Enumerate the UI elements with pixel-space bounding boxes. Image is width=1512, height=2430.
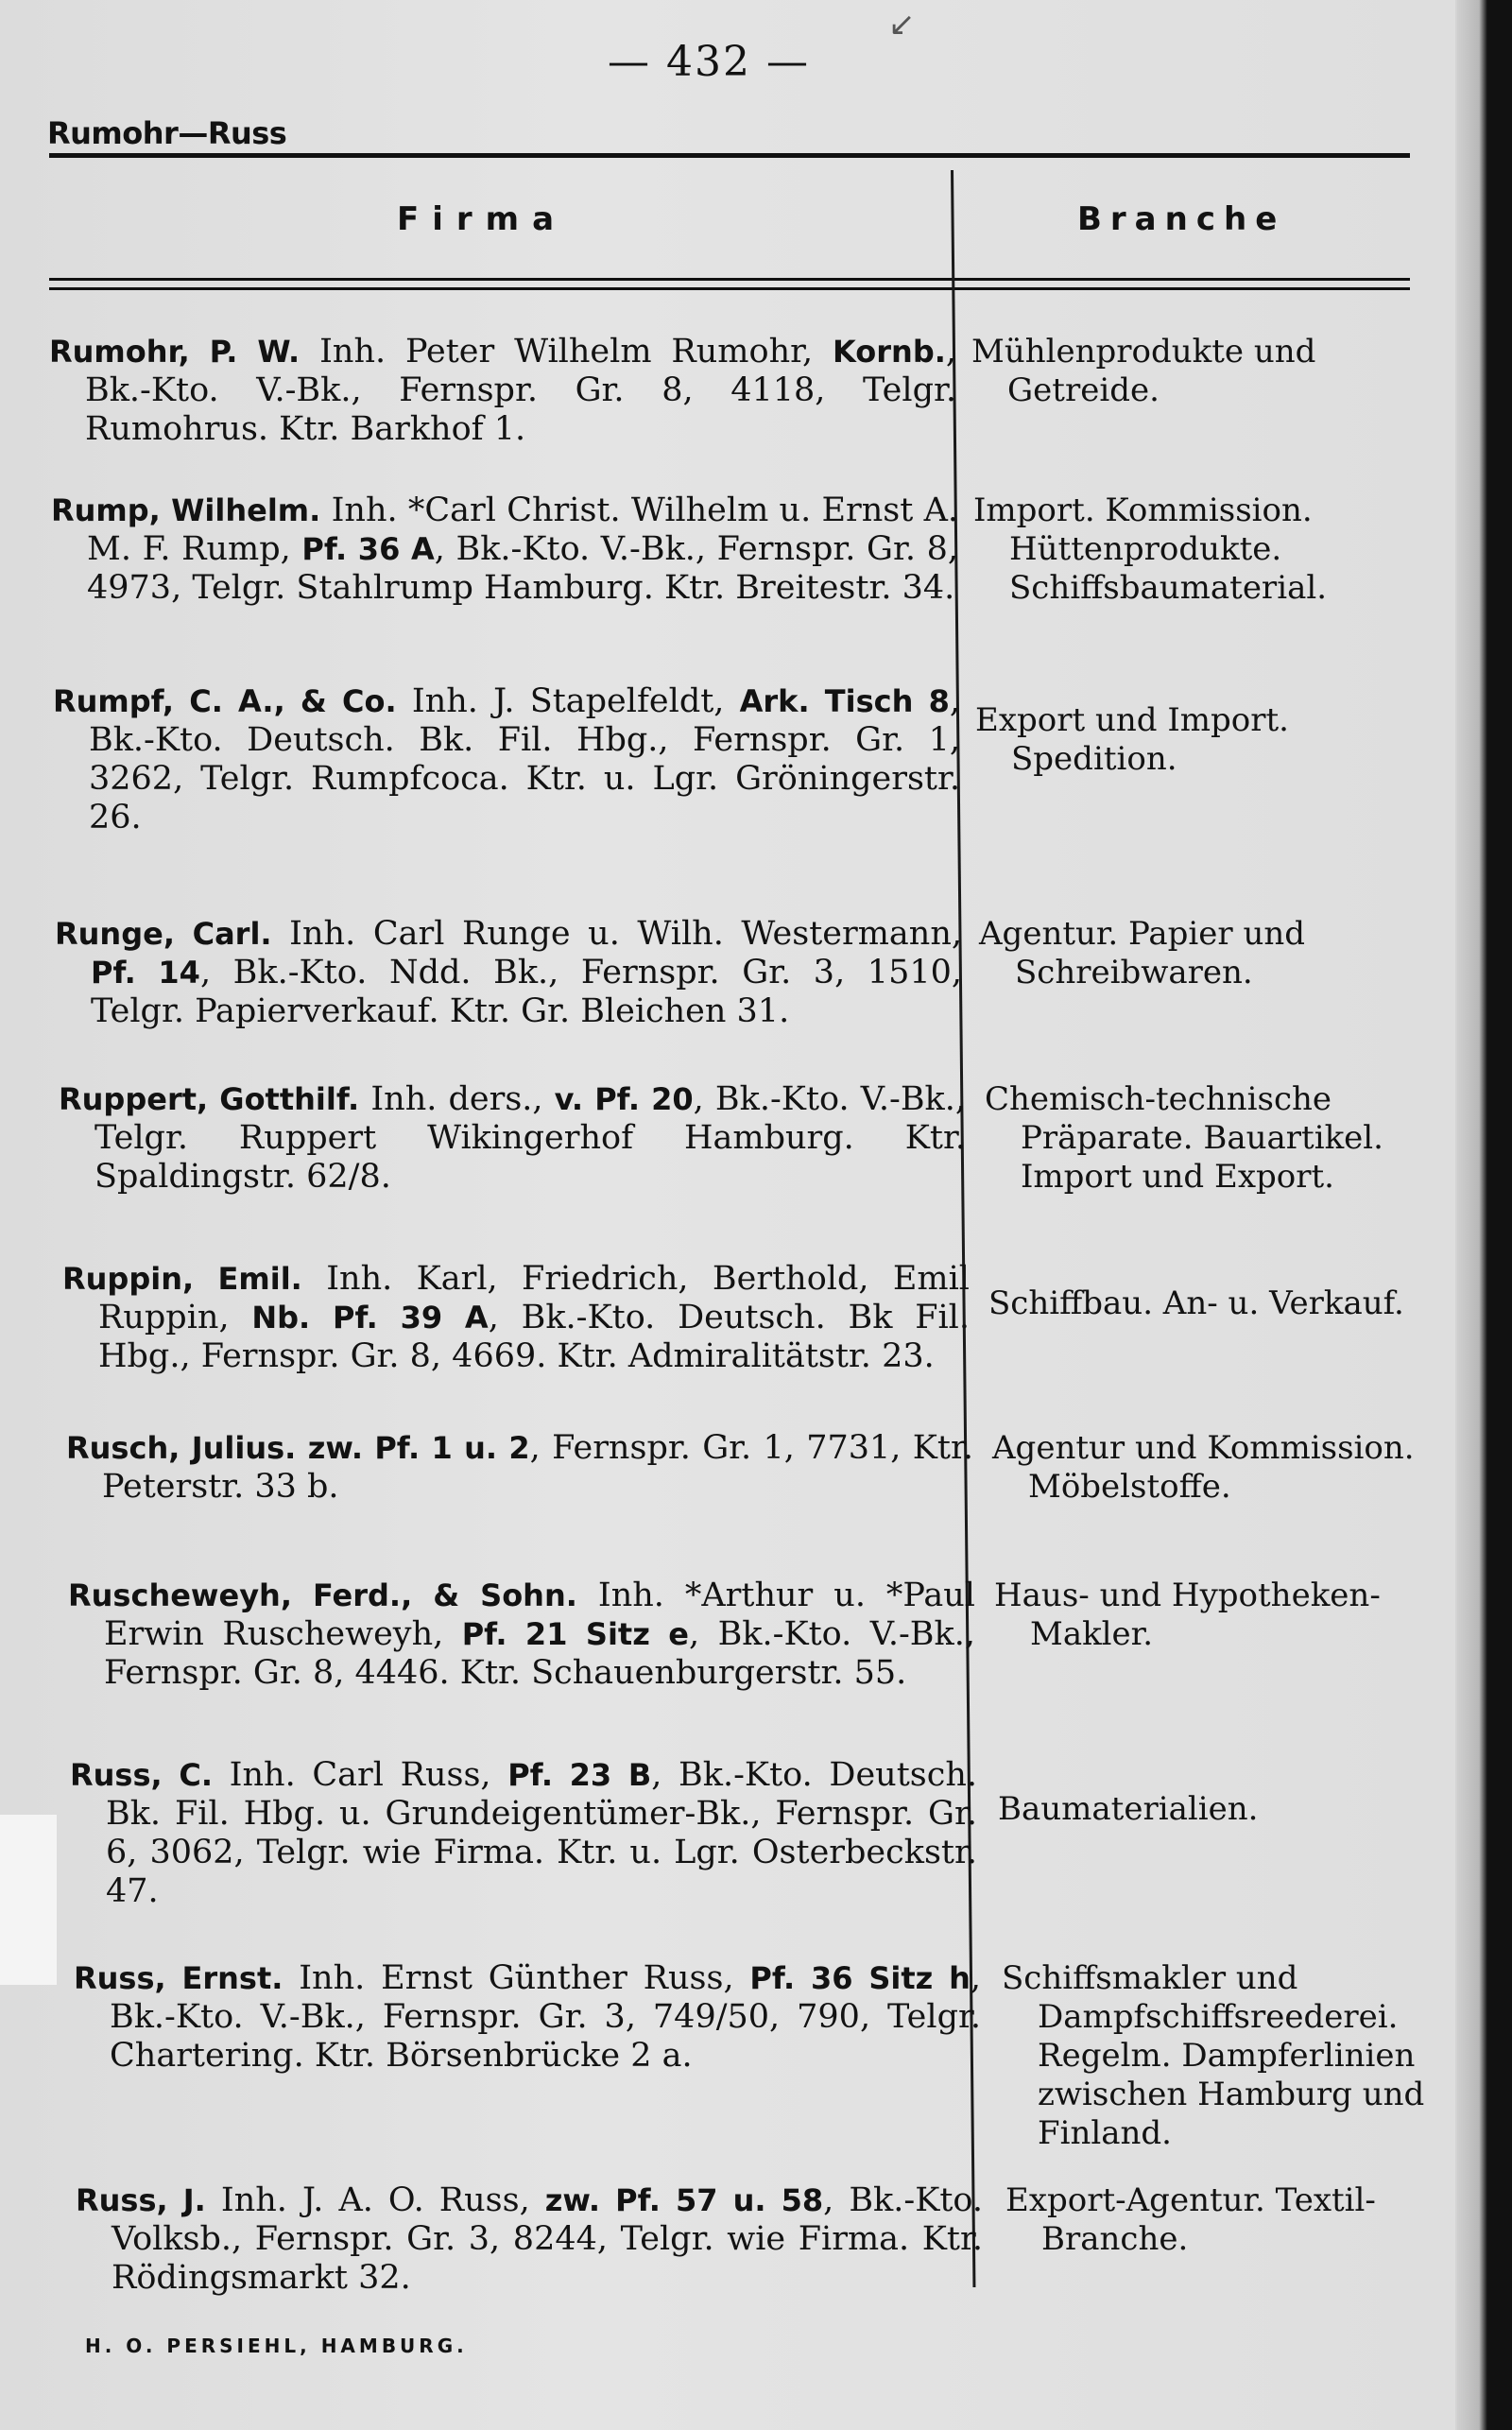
- firm-details: , Bk.-Kto. Volksb., Fernspr. Gr. 3, 8244, Telgr. wie Firma. Ktr. Rödingsmarkt 32.: [112, 2181, 983, 2297]
- entry-branche: Haus- und Hypotheken-Makler.: [994, 1577, 1381, 1653]
- entry-firma: [53, 682, 960, 837]
- entry-branche: Mühlenprodukte und Getreide.: [971, 333, 1316, 409]
- page-edge: [1457, 0, 1512, 2430]
- entry-firma: [62, 1260, 970, 1376]
- entry-branche: Export und Import. Spedition.: [975, 701, 1289, 778]
- running-head: Rumohr—Russ: [47, 115, 287, 151]
- firm-details: Inh. Ernst Günther Russ,: [283, 1959, 750, 1997]
- firm-name: Russ, C.: [70, 1757, 213, 1793]
- firm-name: Ruscheweyh, Ferd., & Sohn.: [68, 1577, 577, 1613]
- postfach-location: zw. Pf. 57 u. 58: [544, 2182, 824, 2218]
- entry-firma: [68, 1577, 975, 1693]
- firm-name: Russ, J.: [76, 2182, 206, 2218]
- entry-firma: [59, 1080, 966, 1197]
- printer-imprint: H. O. PERSIEHL, HAMBURG.: [85, 2335, 468, 2357]
- firm-details: Inh. Karl, Friedrich, Berthold, Emil Ruppin,: [98, 1260, 970, 1336]
- entry-firma: [74, 1959, 981, 2076]
- firm-name: Runge, Carl.: [55, 916, 272, 952]
- firm-details: , Bk.-Kto. V.-Bk., Telgr. Ruppert Wikingerhof Hamburg. Ktr. Spaldingstr. 62/8.: [94, 1080, 967, 1196]
- entry-branche: Agentur und Kommission. Möbelstoffe.: [992, 1429, 1415, 1506]
- firm-details: Inh. Carl Runge u. Wilh. Westermann,: [271, 915, 963, 953]
- firm-name: Rumohr, P. W.: [49, 334, 301, 370]
- entry-branche: Schiffbau. An- u. Verkauf.: [988, 1284, 1404, 1322]
- entry-branche: Import. Kommission. Hüttenprodukte. Schiffsbaumaterial.: [973, 491, 1328, 607]
- postfach-location: Ark. Tisch 8: [739, 683, 950, 719]
- firm-details: , Fernspr. Gr. 1, 7731, Ktr. Peterstr. 33 b.: [102, 1429, 973, 1506]
- pen-mark: ↙: [888, 6, 916, 43]
- firm-details: Inh. Peter Wilhelm Rumohr,: [300, 333, 833, 371]
- entry-branche: Schiffsmakler und Dampfschiffsreederei. Regelm. Dampferlinien zwischen Hamburg und Finland.: [1002, 1959, 1425, 2152]
- entry-firma: [76, 2181, 983, 2298]
- firm-details: , Bk.-Kto. Deutsch. Bk. Fil. Hbg. u. Grundeigentümer-Bk., Fernspr. Gr. 6, 3062, Telgr. wie Firma. Ktr. u. Lgr. Osterbeckstr. 47.: [106, 1756, 978, 1910]
- column-header-rule-2: [49, 287, 1410, 290]
- firm-name: Ruppin, Emil.: [62, 1261, 302, 1297]
- postfach-location: Pf. 21 Sitz e: [461, 1616, 690, 1652]
- firm-details: Inh. *Arthur u. *Paul Erwin Ruscheweyh,: [104, 1577, 976, 1653]
- column-header-firma: Firma: [397, 200, 568, 238]
- postfach-location: Pf. 36 A: [301, 531, 435, 567]
- postfach-location: Pf. 23 B: [507, 1757, 652, 1793]
- scan-tab: [0, 1815, 57, 1985]
- entry-firma: [51, 491, 958, 608]
- entry-firma: [49, 333, 956, 449]
- entry-branche: Export-Agentur. Textil-Branche.: [1005, 2181, 1376, 2258]
- entry-firma: [66, 1429, 973, 1507]
- postfach-location: Kornb.: [833, 334, 946, 370]
- entry-branche: Agentur. Papier und Schreibwaren.: [979, 915, 1306, 991]
- postfach-location: Pf. 36 Sitz h: [749, 1960, 971, 1996]
- firm-name: Rump, Wilhelm.: [51, 492, 321, 528]
- firm-details: , Bk.-Kto. V.-Bk., Fernspr. Gr. 8, 4446. Ktr. Schauenburgerstr. 55.: [104, 1615, 975, 1692]
- firm-details: Inh. *Carl Christ. Wilhelm u. Ernst A. M. F. Rump,: [87, 491, 959, 568]
- firm-name: Russ, Ernst.: [74, 1960, 284, 1996]
- postfach-location: zw. Pf. 1 u. 2: [307, 1430, 530, 1466]
- firm-details: , Bk.-Kto. Ndd. Bk., Fernspr. Gr. 3, 1510, Telgr. Papierverkauf. Ktr. Gr. Bleichen 31.: [91, 954, 963, 1030]
- firm-name: Rusch, Julius.: [66, 1430, 297, 1466]
- column-header-branche: Branche: [1077, 200, 1286, 238]
- firm-details: , Bk.-Kto. Deutsch. Bk Fil. Hbg., Fernspr. Gr. 8, 4669. Ktr. Admiralitätstr. 23.: [98, 1299, 970, 1375]
- entry-firma: [55, 915, 962, 1031]
- firm-details: , Bk.-Kto. V.-Bk., Fernspr. Gr. 8, 4118, Telgr. Rumohrus. Ktr. Barkhof 1.: [85, 333, 957, 448]
- entry-branche: Chemisch-technische Präparate. Bauartikel. Import und Export.: [985, 1080, 1383, 1196]
- postfach-location: Nb. Pf. 39 A: [251, 1300, 489, 1336]
- firm-details: , Bk.-Kto. Deutsch. Bk. Fil. Hbg., Fernspr. Gr. 1, 3262, Telgr. Rumpfcoca. Ktr. u. Lgr. Gröningerstr. 26.: [89, 682, 961, 836]
- firm-details: Inh. J. A. O. Russ,: [205, 2181, 545, 2219]
- column-header-rule: [49, 278, 1410, 281]
- firm-details: , Bk.-Kto. V.-Bk., Fernspr. Gr. 8, 4973, Telgr. Stahlrump Hamburg. Ktr. Breitestr. 34.: [87, 530, 958, 607]
- postfach-location: Pf. 14: [91, 955, 200, 991]
- firm-details: [296, 1429, 307, 1467]
- header-rule: [49, 153, 1410, 158]
- firm-details: , Bk.-Kto. V.-Bk., Fernspr. Gr. 3, 749/50, 790, Telgr. Chartering. Ktr. Börsenbrücke 2 a.: [110, 1959, 982, 2075]
- page-number: — 432 —: [608, 38, 810, 86]
- firm-details: Inh. Carl Russ,: [213, 1756, 508, 1794]
- entry-firma: [70, 1756, 977, 1911]
- postfach-location: v. Pf. 20: [554, 1081, 694, 1117]
- firm-details: Inh. J. Stapelfeldt,: [396, 682, 740, 720]
- entry-branche: Baumaterialien.: [998, 1790, 1259, 1828]
- firm-details: Inh. ders.,: [359, 1080, 555, 1118]
- firm-name: Ruppert, Gotthilf.: [59, 1081, 360, 1117]
- firm-name: Rumpf, C. A., & Co.: [53, 683, 397, 719]
